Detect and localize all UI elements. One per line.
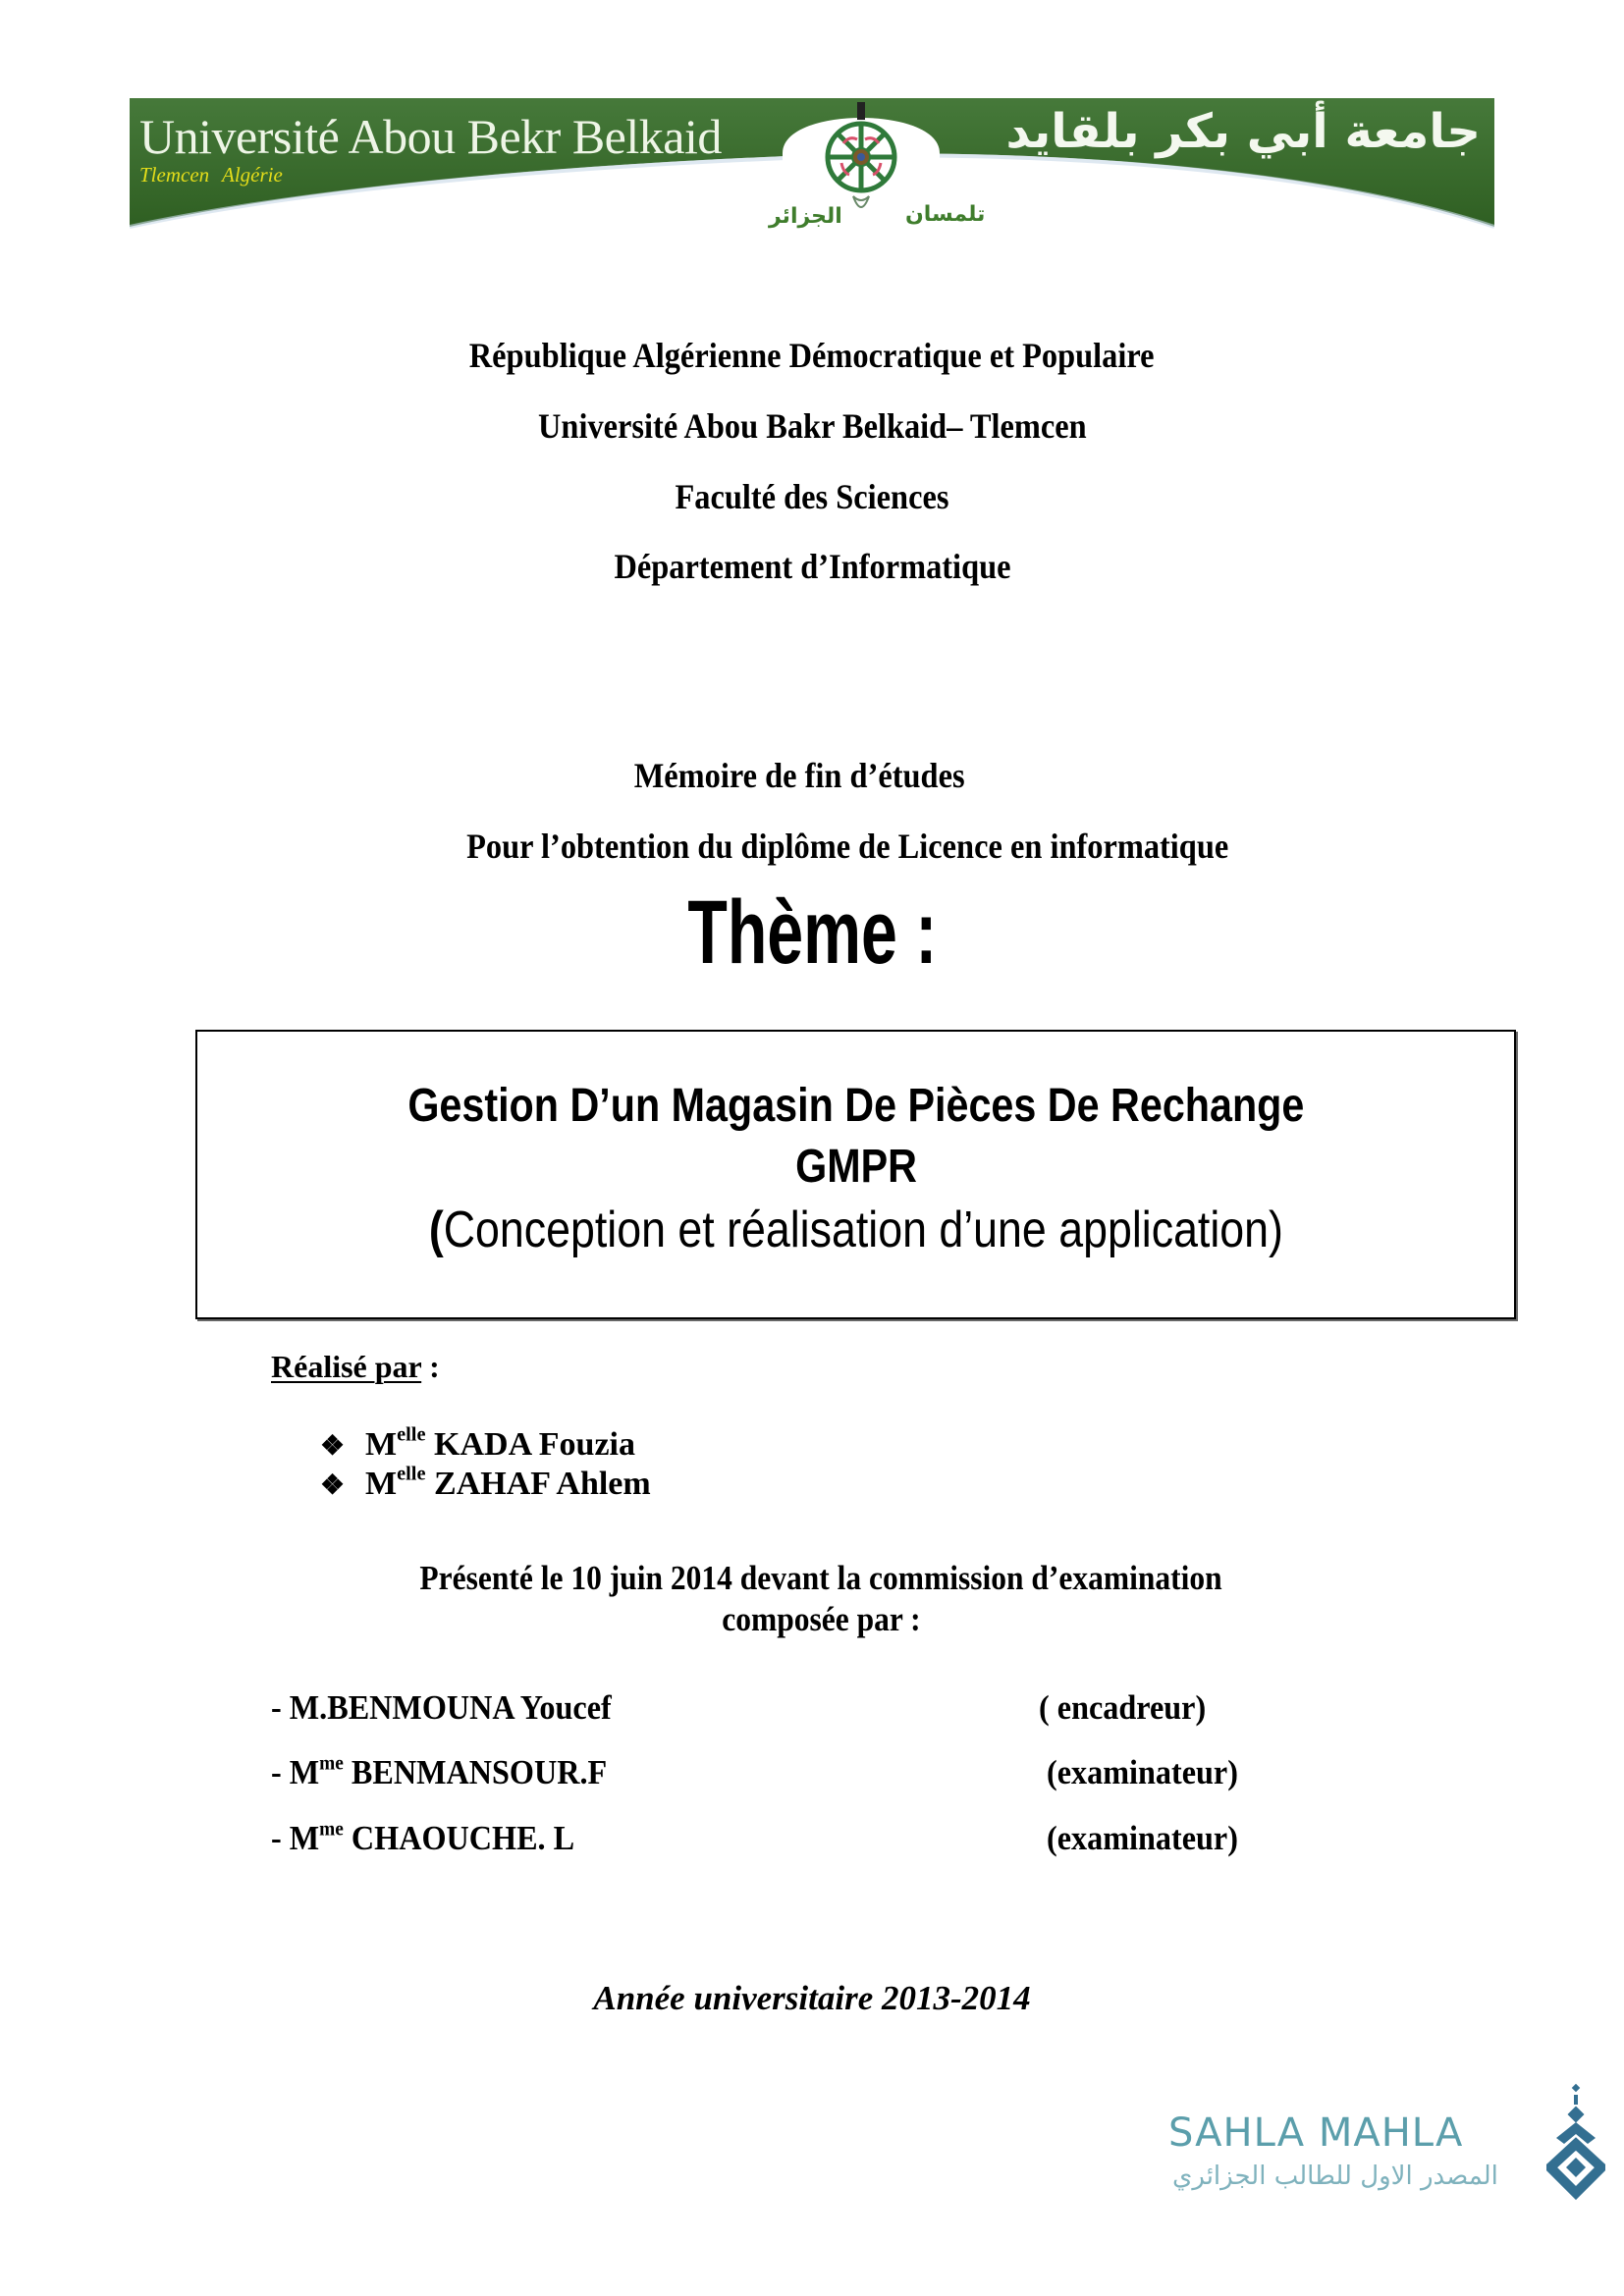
project-title: Gestion D’un Magasin De Pièces De Rechange (406, 1080, 1305, 1132)
authors-heading: Réalisé par : (271, 1349, 440, 1384)
diploma-line: Pour l’obtention du diplôme de Licence en informatique (465, 827, 1229, 866)
sahla-mahla-logo-icon (1546, 2083, 1605, 2201)
project-title-box (195, 1030, 1516, 1319)
watermark-brand: SAHLA MAHLA (1168, 2110, 1464, 2156)
theme-label: Thème : (687, 882, 937, 983)
banner-country-ar: الجزائر (769, 204, 842, 229)
banner-location: Tlemcen Algérie (139, 163, 283, 187)
diamond-bullet-icon: ❖ (320, 1470, 346, 1501)
university-line: Université Abou Bakr Belkaid– Tlemcen (537, 406, 1087, 446)
university-emblem-icon (814, 102, 908, 218)
republic-line: République Algérienne Démocratique et Populaire (469, 336, 1155, 375)
banner-university-name-ar: جامعة أبي بكر بلقايد (1005, 104, 1481, 159)
banner-city-ar: تلمسان (905, 202, 986, 227)
university-banner (130, 94, 1494, 241)
author-item: ❖ $M^{elle}$ KADA Fouzia (320, 1425, 635, 1467)
banner-university-name-fr: Université Abou Bekr Belkaid (139, 109, 722, 164)
academic-year: Année universitaire 2013-2014 (593, 1979, 1031, 2017)
faculty-line: Faculté des Sciences (675, 477, 949, 516)
memoire-line: Mémoire de fin d’études (633, 756, 965, 795)
presentation-line: Présenté le 10 juin 2014 devant la commission d’examination (419, 1559, 1222, 1597)
commission-line: composée par : (721, 1600, 921, 1638)
sahla-mahla-watermark (1168, 2110, 1600, 2218)
project-acronym: GMPR (794, 1141, 917, 1193)
watermark-tagline: المصدر الاول للطالب الجزائري (1172, 2162, 1498, 2191)
department-line: Département d’Informatique (613, 547, 1011, 586)
project-subtitle: (Conception et réalisation d’une application) (428, 1201, 1283, 1258)
diamond-bullet-icon: ❖ (320, 1431, 346, 1462)
author-item: ❖ $M^{elle}$ ZAHAF Ahlem (320, 1465, 651, 1506)
